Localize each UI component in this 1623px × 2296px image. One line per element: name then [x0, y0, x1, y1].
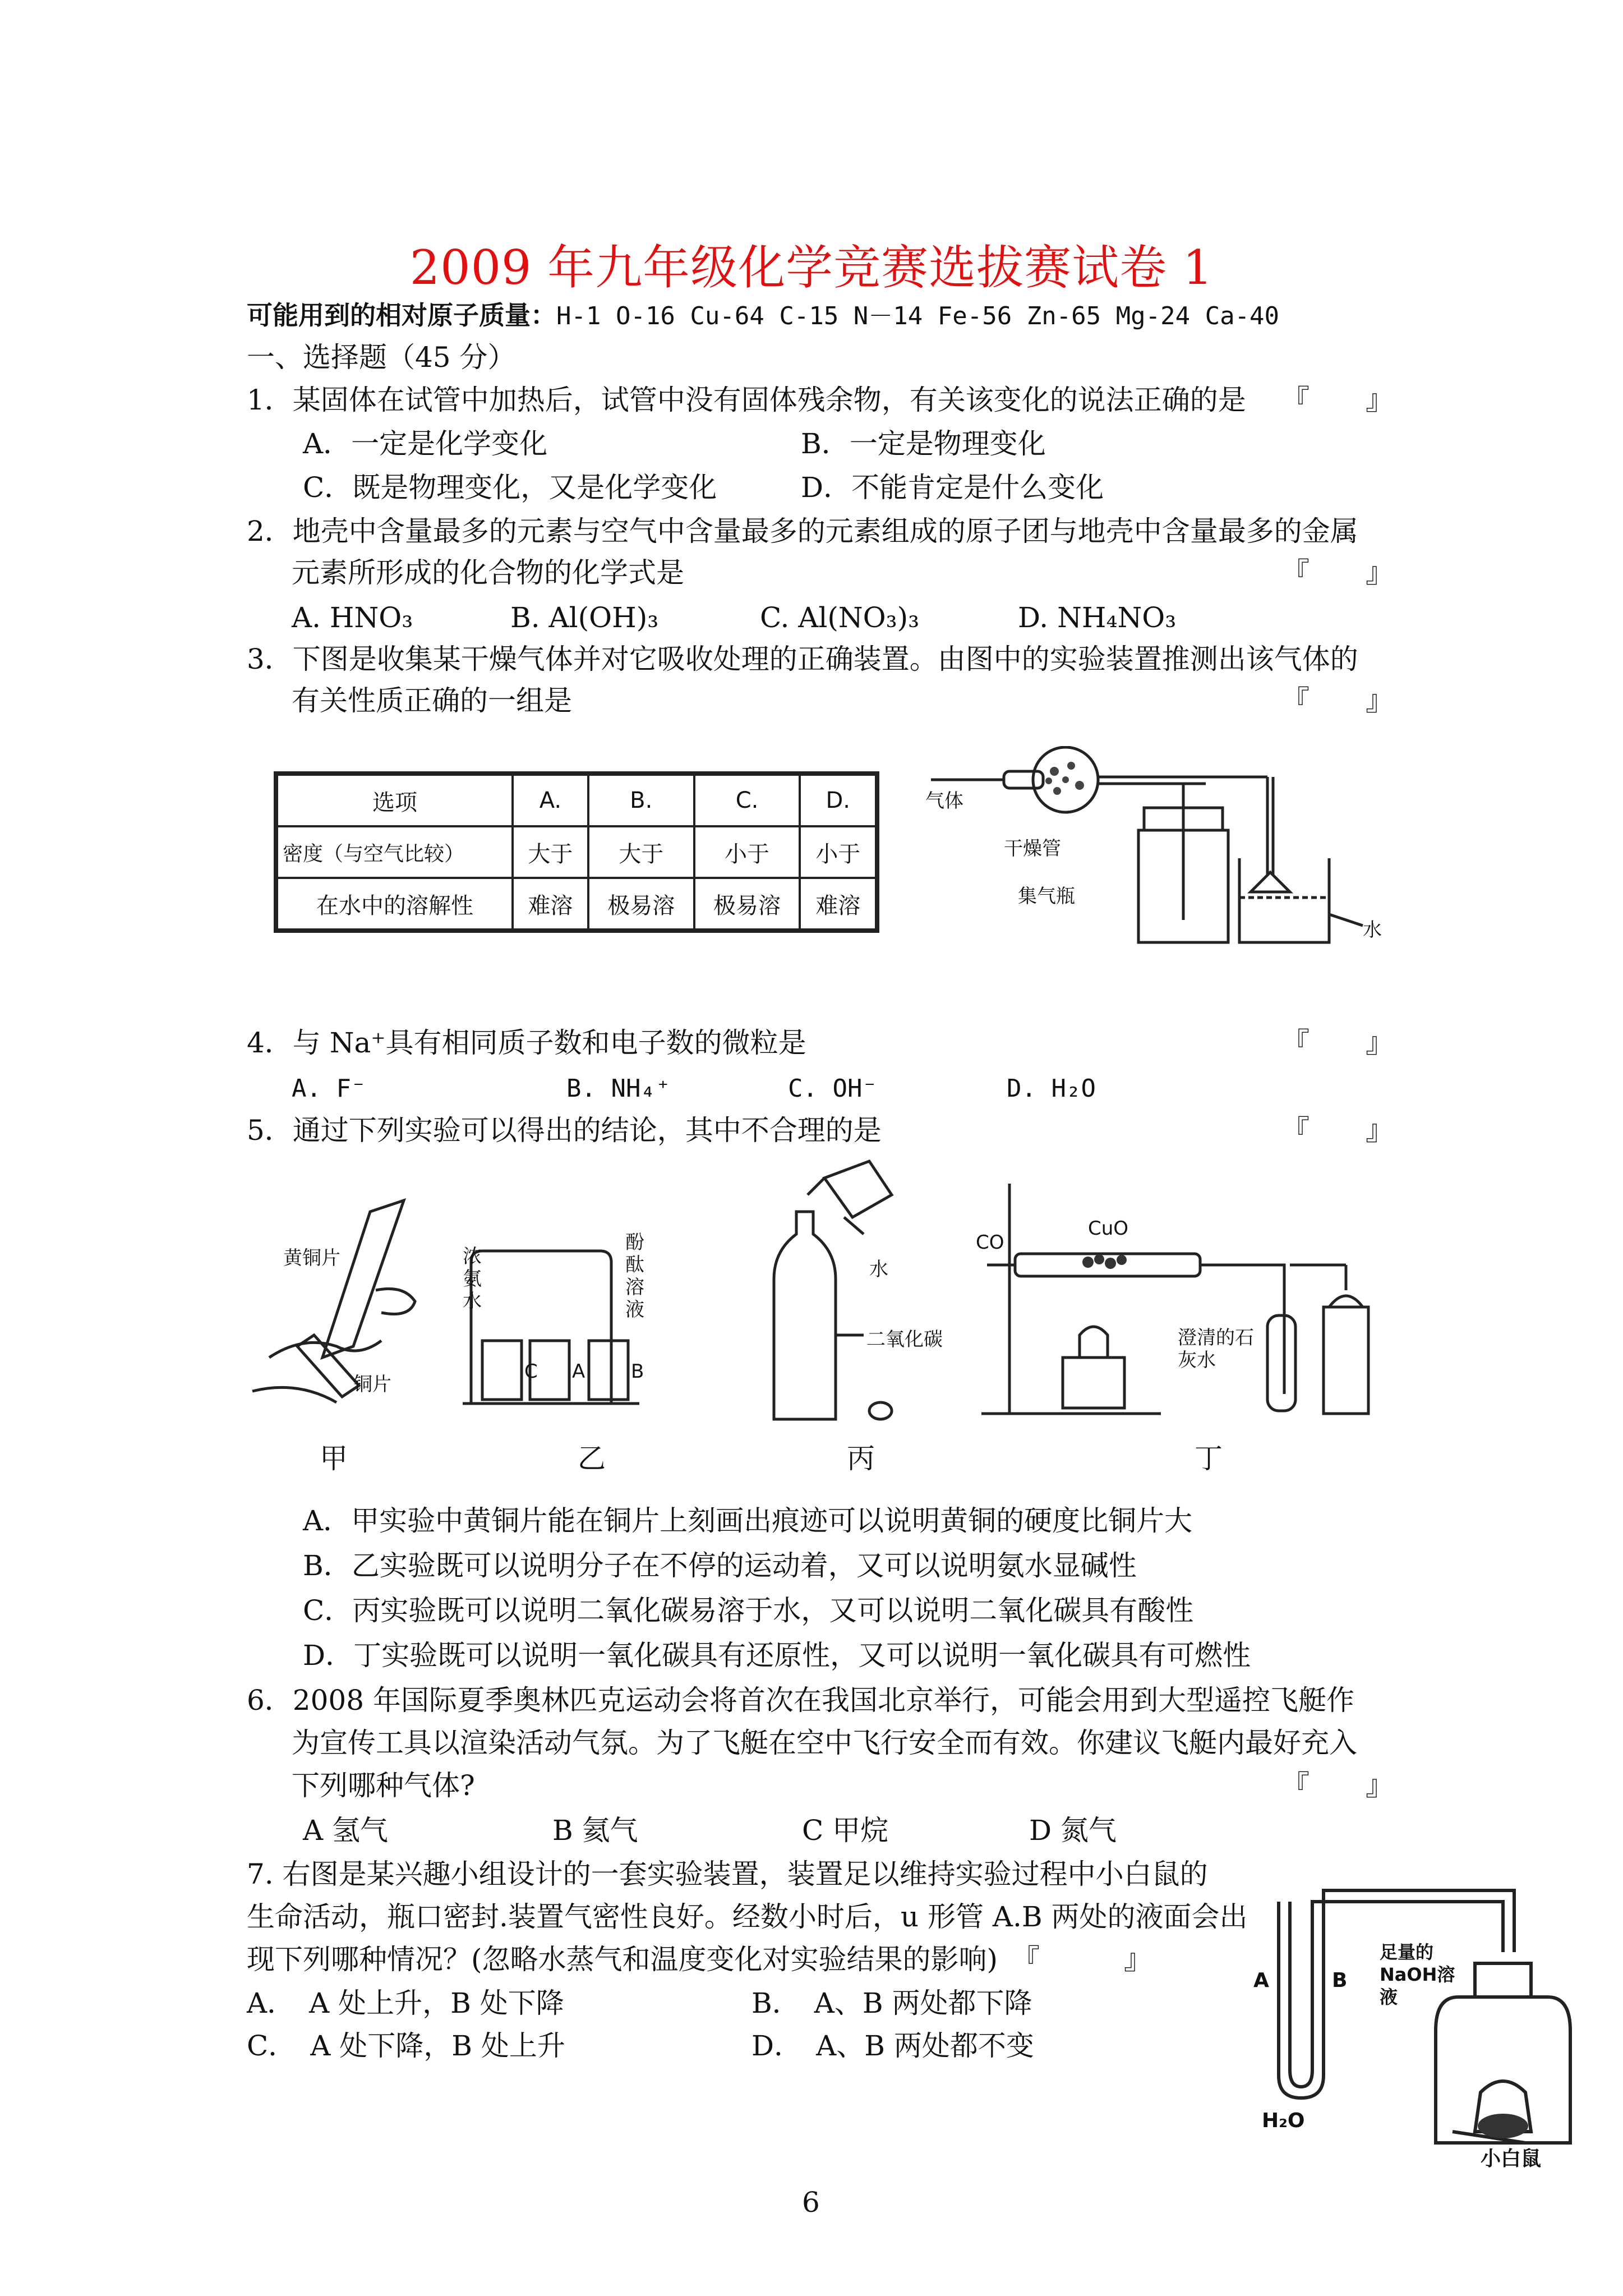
q3-answer-bracket: 『 』 [1281, 684, 1394, 717]
table-cell: 选项 [276, 774, 513, 826]
q7-option-a: A． A 处上升，B 处下降 [247, 1987, 564, 2019]
q6-stem-line2: 为宣传工具以渲染活动气氛。为了飞艇在空中飞行安全而有效。你建议飞艇内最好充入 [292, 1727, 1357, 1759]
bing-label-water: 水 [869, 1258, 888, 1281]
q2-stem-line1: 2．地壳中含量最多的元素与空气中含量最多的元素组成的原子团与地壳中含量最多的金属 [247, 515, 1358, 547]
q1-answer-bracket: 『 』 [1281, 384, 1394, 416]
table-cell: 极易溶 [588, 878, 694, 931]
q3-gas-collection-figure [920, 746, 1402, 954]
q4-option-d: D. H₂O [1007, 1074, 1096, 1103]
table-cell: 在水中的溶解性 [276, 878, 513, 931]
q5-option-b: B．乙实验既可以说明分子在不停的运动着，又可以说明氨水显碱性 [303, 1549, 1137, 1582]
q3-label-water: 水 [1363, 919, 1382, 941]
q6-option-a: A 氢气 [303, 1814, 389, 1847]
table-cell: 难溶 [800, 878, 877, 931]
yi-ammonia-beakers-drawing [460, 1245, 645, 1414]
q5-answer-bracket: 『 』 [1281, 1114, 1394, 1147]
q7-stem-line3: 现下列哪种情况？(忽略水蒸气和温度变化对实验结果的影响) 『 』 [247, 1943, 1152, 1976]
jia-label-brass: 黄铜片 [283, 1247, 340, 1269]
q7-stem-line2: 生命活动，瓶口密封.装置气密性良好。经数小时后，u 形管 A.B 两处的液面会出 [247, 1901, 1248, 1933]
atomic-mass-line [247, 297, 1279, 334]
q1-option-b: B．一定是物理变化 [801, 427, 1046, 460]
q4-option-b: B. NH₄⁺ [566, 1074, 671, 1103]
q3-stem-line1: 3．下图是收集某干燥气体并对它吸收处理的正确装置。由图中的实验装置推测出该气体的 [247, 643, 1358, 675]
q5-experiment-figures [247, 1156, 1396, 1475]
figure-caption-jia: 甲 [320, 1442, 348, 1475]
q6-answer-bracket: 『 』 [1281, 1769, 1394, 1802]
yi-label-phenolphthalein: 酚酞溶液 [625, 1231, 644, 1321]
table-cell: 大于 [513, 826, 588, 878]
table-row [276, 826, 877, 878]
q7-option-b: B． A、B 两处都下降 [751, 1987, 1032, 2019]
table-row [276, 774, 877, 826]
q5-stem: 5．通过下列实验可以得出的结论，其中不合理的是 [247, 1114, 882, 1147]
q4-answer-bracket: 『 』 [1281, 1027, 1394, 1059]
q7-label-mouse: 小白鼠 [1481, 2147, 1542, 2170]
q7-label-naoh: 足量的NaOH溶液 [1380, 1941, 1455, 2008]
yi-label-b: B [631, 1360, 644, 1383]
q3-label-gas: 气体 [925, 790, 963, 812]
page-number: 6 [802, 2186, 820, 2219]
ding-label-limewater: 澄清的石灰水 [1178, 1327, 1254, 1372]
q7-apparatus-drawing [1256, 1879, 1581, 2171]
q4-option-a: A. F⁻ [292, 1074, 366, 1103]
q5-option-a: A．甲实验中黄铜片能在铜片上刻画出痕迹可以说明黄铜的硬度比铜片大 [303, 1504, 1193, 1537]
atomic-mass-label: 可能用到的相对原子质量： [247, 300, 556, 330]
bing-co2-bottle-drawing [746, 1156, 948, 1430]
q7-stem-line1: 7. 右图是某兴趣小组设计的一套实验装置，装置足以维持实验过程中小白鼠的 [247, 1858, 1208, 1890]
q2-option-c: C. Al(NO₃)₃ [760, 601, 920, 634]
q7-option-d: D． A、B 两处都不变 [751, 2030, 1034, 2062]
table-cell: B. [588, 774, 694, 826]
q2-answer-bracket: 『 』 [1281, 556, 1394, 589]
q4-stem: 4．与 Na⁺具有相同质子数和电子数的微粒是 [247, 1027, 806, 1059]
q1-stem: 1．某固体在试管中加热后，试管中没有固体残余物，有关该变化的说法正确的是 [247, 384, 1246, 416]
q7-label-a: A [1253, 1969, 1269, 1992]
ding-co-reduction-drawing [976, 1178, 1380, 1430]
figure-caption-bing: 丙 [847, 1442, 875, 1475]
q3-label-dryer: 干燥管 [1004, 838, 1061, 860]
table-cell: 小于 [694, 826, 800, 878]
table-cell: 小于 [800, 826, 877, 878]
ding-label-co: CO [976, 1231, 1004, 1254]
section-heading: 一、选择题（45 分） [247, 341, 516, 374]
q6-option-b: B 氦气 [552, 1814, 638, 1847]
q6-option-c: C 甲烷 [802, 1814, 889, 1847]
table-cell: 极易溶 [694, 878, 800, 931]
q6-stem-line1: 6．2008 年国际夏季奥林匹克运动会将首次在我国北京举行，可能会用到大型遥控飞艇作 [247, 1684, 1354, 1717]
table-cell: 密度（与空气比较） [276, 826, 513, 878]
atomic-mass-values: H-1 O-16 Cu-64 C-15 N－14 Fe-56 Zn-65 Mg-24 Ca-40 [556, 302, 1280, 330]
q3-label-bottle: 集气瓶 [1018, 885, 1075, 908]
figure-caption-yi: 乙 [578, 1442, 606, 1475]
ding-label-cuo: CuO [1088, 1217, 1129, 1240]
q1-option-a: A．一定是化学变化 [303, 427, 548, 460]
table-row [276, 878, 877, 931]
q7-label-b: B [1332, 1969, 1348, 1992]
table-cell: 难溶 [513, 878, 588, 931]
q2-option-a: A. HNO₃ [292, 601, 413, 634]
q7-option-c: C． A 处下降，B 处上升 [247, 2030, 565, 2062]
q2-stem-line2: 元素所形成的化合物的化学式是 [292, 556, 684, 589]
q3-apparatus-drawing [920, 746, 1402, 954]
q5-option-d: D．丁实验既可以说明一氧化碳具有还原性，又可以说明一氧化碳具有可燃性 [303, 1639, 1251, 1672]
page-title: 2009 年九年级化学竞赛选拔赛试卷 1 [409, 240, 1214, 295]
bing-label-co2: 二氧化碳 [866, 1328, 943, 1351]
yi-label-a: A [572, 1360, 585, 1383]
q3-options-table [274, 771, 879, 933]
figure-caption-ding: 丁 [1195, 1442, 1223, 1475]
q1-option-d: D．不能肯定是什么变化 [801, 471, 1104, 504]
q6-stem-line3: 下列哪种气体? [292, 1769, 475, 1802]
q7-label-h2o: H₂O [1262, 2109, 1305, 2132]
jia-label-copper: 铜片 [353, 1373, 391, 1396]
q2-option-b: B. Al(OH)₃ [510, 601, 659, 634]
q5-option-c: C．丙实验既可以说明二氧化碳易溶于水，又可以说明二氧化碳具有酸性 [303, 1594, 1194, 1627]
table-cell: C. [694, 774, 800, 826]
q1-option-c: C．既是物理变化，又是化学变化 [303, 471, 717, 504]
yi-label-c: C [524, 1360, 538, 1383]
table-cell: A. [513, 774, 588, 826]
q2-option-d: D. NH₄NO₃ [1018, 601, 1177, 634]
yi-label-ammonia: 浓氨水 [463, 1245, 482, 1313]
q3-stem-line2: 有关性质正确的一组是 [292, 684, 572, 717]
q4-option-c: C. OH⁻ [788, 1074, 877, 1103]
q7-mouse-apparatus-figure [1253, 1879, 1581, 2171]
table-cell: D. [800, 774, 877, 826]
q6-option-d: D 氮气 [1029, 1814, 1117, 1847]
table-cell: 大于 [588, 826, 694, 878]
